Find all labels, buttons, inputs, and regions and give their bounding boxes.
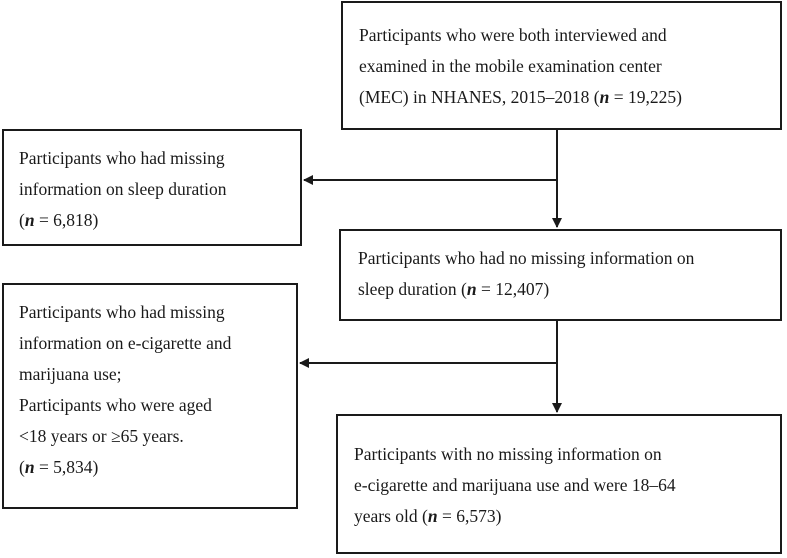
n-value: = 6,573) [437, 506, 502, 526]
n-label: n [599, 87, 610, 107]
box-has-sleep [339, 229, 782, 321]
n-prefix: ( [19, 457, 25, 477]
n-label: n [466, 279, 477, 299]
box-line: <18 years or ≥65 years. [19, 426, 184, 446]
box-line: Participants who were aged [19, 395, 212, 415]
box-line: information on sleep duration [19, 179, 227, 199]
box-final-sample [336, 414, 782, 554]
box-line: e-cigarette and marijuana use and were 18–64 [354, 475, 676, 495]
box-line: Participants who had no missing information on [358, 248, 695, 268]
n-value: = 19,225) [609, 87, 682, 107]
n-value: = 12,407) [476, 279, 550, 299]
box-line: examined in the mobile examination center [359, 56, 662, 76]
box-line: Participants with no missing information on [354, 444, 662, 464]
n-label: n [427, 506, 438, 526]
box-line: sleep duration ( [358, 279, 467, 299]
box-line: Participants who had missing [19, 302, 225, 322]
box-line: information on e-cigarette and [19, 333, 232, 353]
n-value: = 6,818) [34, 210, 99, 230]
box-line: years old ( [354, 506, 428, 526]
n-label: n [24, 210, 35, 230]
n-label: n [24, 457, 35, 477]
box-line: marijuana use; [19, 364, 122, 384]
n-prefix: ( [19, 210, 25, 230]
box-line: Participants who had missing [19, 148, 225, 168]
box-all-participants [341, 1, 782, 130]
box-line: (MEC) in NHANES, 2015–2018 ( [359, 87, 600, 107]
box-missing-ecig-age [2, 283, 298, 509]
n-value: = 5,834) [34, 457, 99, 477]
box-line: Participants who were both interviewed and [359, 25, 667, 45]
box-missing-sleep [2, 129, 302, 246]
